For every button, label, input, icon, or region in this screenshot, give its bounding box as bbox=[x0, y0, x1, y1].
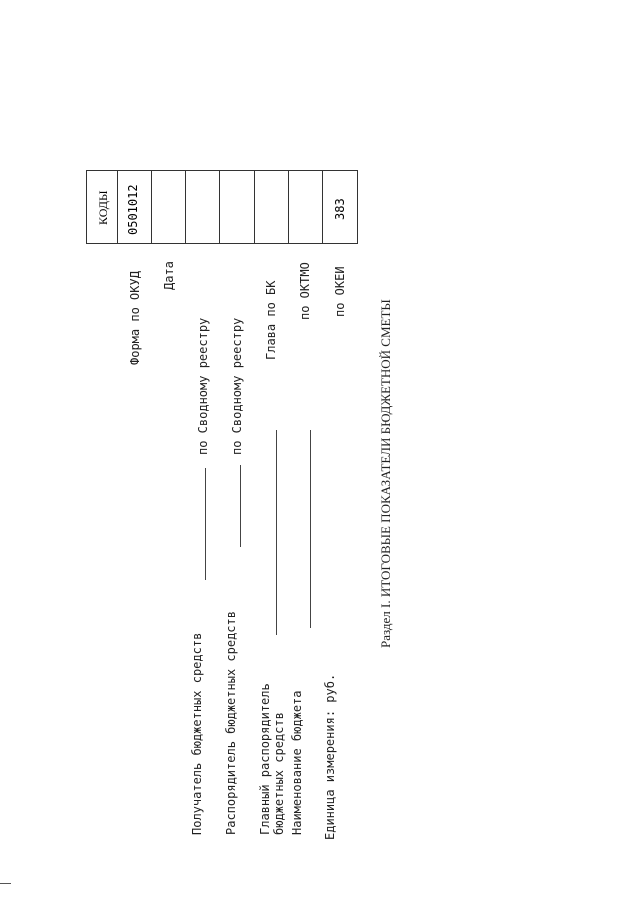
okei-code: 383 bbox=[333, 198, 347, 220]
corner-mark bbox=[0, 883, 11, 884]
codes-table-top bbox=[86, 170, 358, 171]
recipient-label: Получатель бюджетных средств bbox=[190, 632, 204, 835]
manager-underline bbox=[240, 465, 241, 547]
chief-code-label: Глава по БК bbox=[264, 280, 278, 360]
codes-table-divider bbox=[254, 170, 255, 244]
manager-registry-label: по Сводному реестру bbox=[230, 317, 244, 455]
date-label: Дата bbox=[162, 261, 176, 290]
codes-table-divider bbox=[219, 170, 220, 244]
recipient-underline bbox=[205, 468, 206, 580]
okei-label: по ОКЕИ bbox=[333, 266, 347, 317]
section-title: Раздел I. ИТОГОВЫЕ ПОКАЗАТЕЛИ БЮДЖЕТНОЙ СМЕТЫ bbox=[378, 299, 393, 648]
budget-name-underline bbox=[310, 430, 311, 628]
budget-name-label: Наименование бюджета bbox=[290, 690, 304, 835]
unit-label: Единица измерения: руб. bbox=[323, 673, 337, 840]
codes-table-divider bbox=[151, 170, 152, 244]
chief-manager-label-1: Главный распорядитель bbox=[258, 683, 272, 835]
codes-table-divider bbox=[288, 170, 289, 244]
codes-table-border bbox=[357, 170, 358, 244]
oktmo-label: по ОКТМО bbox=[298, 262, 312, 320]
chief-manager-label-2: бюджетных средств bbox=[272, 712, 286, 835]
codes-table-border bbox=[86, 170, 87, 244]
codes-table-divider bbox=[185, 170, 186, 244]
recipient-registry-label: по Сводному реестру bbox=[196, 317, 210, 455]
form-okud-label: Форма по ОКУД bbox=[128, 271, 142, 365]
manager-label: Распорядитель бюджетных средств bbox=[224, 611, 238, 835]
codes-header: КОДЫ bbox=[96, 190, 110, 225]
codes-table-divider bbox=[117, 170, 118, 244]
codes-table-divider bbox=[322, 170, 323, 244]
okud-code: 0501012 bbox=[126, 184, 140, 235]
codes-table-bottom bbox=[86, 243, 358, 244]
chief-manager-underline bbox=[276, 430, 277, 635]
